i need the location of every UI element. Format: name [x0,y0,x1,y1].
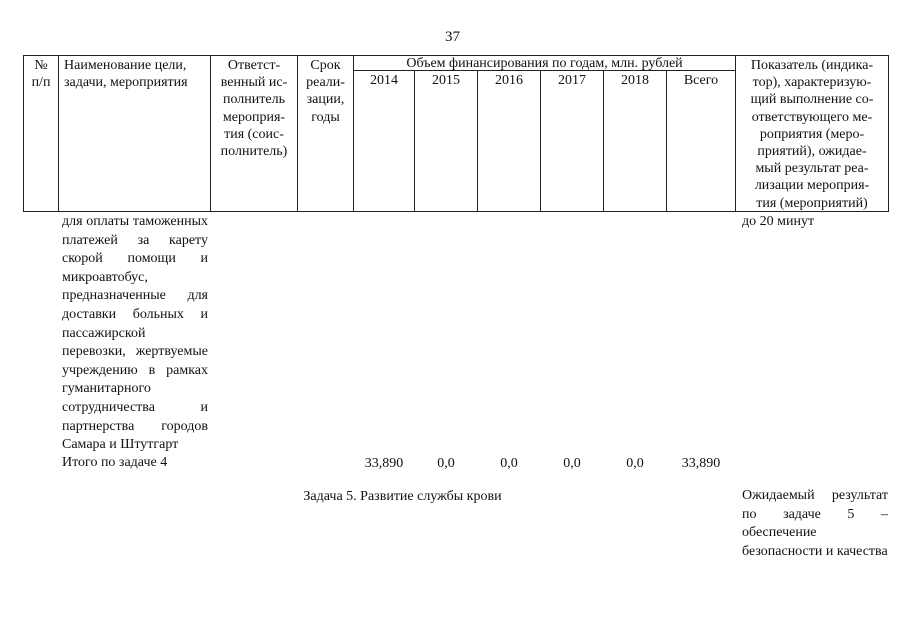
col-border [414,70,415,212]
total-value: 0,0 [563,456,581,471]
col-border [666,70,667,212]
header-responsible: Ответст- венный ис- полнитель мероприя- тия (соис- полнитель) [220,58,288,160]
header-number: № п/п [31,58,51,91]
total-value: 0,0 [437,456,455,471]
header-indicator: Показатель (индика- тор), характеризую- щий выполнение со- ответствующего ме- роприятия (меро- приятий), ожидае- мый результат реа- лизации мероприя- тия (мероприятий) [750,58,874,211]
indicator-value: до 20 минут [742,214,815,229]
header-funding: Объем финансирования по годам, млн. рублей [406,56,683,71]
col-border [58,55,59,212]
col-border [603,70,604,212]
activity-description: для оплаты таможенных платежей за карету скорой помощи и микроавтобус, предназначенные для доставки больных и пассажирской перевозки, жертвуемые учреждению в рамках гуманитарного сотрудничества и партнерства городов Самара и Штутгарт [62,214,208,453]
header-year-total: Всего [683,73,719,88]
total-value-sum: 33,890 [681,456,721,471]
header-year: 2018 [621,73,649,88]
header-year: 2016 [495,73,523,88]
col-border [888,55,889,212]
col-border [540,70,541,212]
total-value: 0,0 [626,456,644,471]
total-value: 0,0 [500,456,518,471]
task5-title: Задача 5. Развитие службы крови [303,489,502,504]
col-border [477,70,478,212]
header-year: 2017 [558,73,586,88]
header-period: Срок реали- зации, годы [306,58,345,125]
header-year: 2014 [370,73,398,88]
total-value: 33,890 [364,456,404,471]
header-year: 2015 [432,73,460,88]
total-label: Итого по задаче 4 [62,455,168,470]
page-number: 37 [445,29,460,45]
task5-expected-result: Ожидаемый результат по задаче 5 – обеспечение безопасности и качества [742,488,888,559]
header-name: Наименование цели, задачи, мероприятия [64,58,188,91]
